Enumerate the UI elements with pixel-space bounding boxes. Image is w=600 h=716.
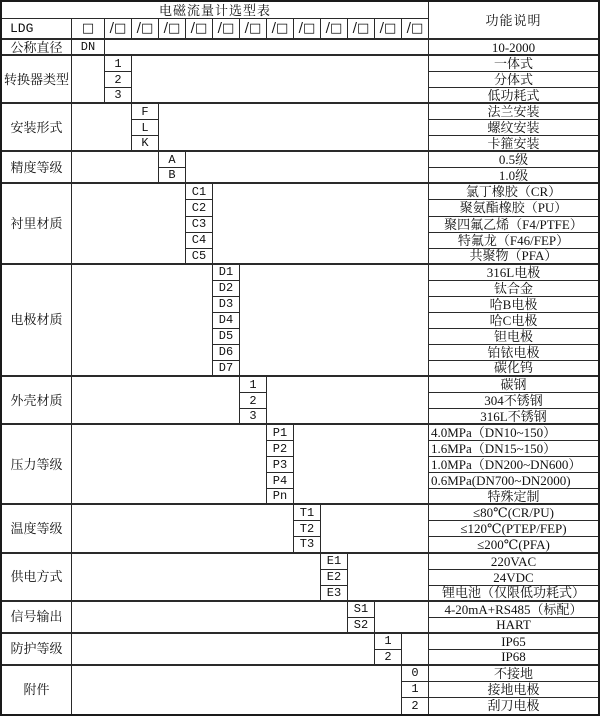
desc-cell: 特氟龙（F46/FEP） [429, 233, 598, 249]
filler-right [186, 152, 429, 184]
desc-cell: 接地电极 [429, 682, 598, 698]
group-label: 信号输出 [2, 602, 72, 634]
model-code-slot: /□ [213, 19, 240, 40]
filler-right [267, 377, 429, 425]
filler-left [72, 377, 240, 425]
group-label: 转换器类型 [2, 56, 72, 104]
desc-cell: 不接地 [429, 666, 598, 682]
group-label: 公称直径 [2, 40, 72, 56]
code-cell: 2 [375, 650, 402, 666]
code-cell: S2 [348, 618, 375, 634]
code-cell: 1 [105, 56, 132, 72]
code-cell: 1 [375, 634, 402, 650]
table-title: 电磁流量计选型表 [2, 2, 429, 19]
group-label: 防护等级 [2, 634, 72, 666]
group-label: 供电方式 [2, 554, 72, 602]
filler-left [72, 56, 105, 104]
function-header: 功能说明 [429, 2, 598, 40]
code-cell: E1 [321, 554, 348, 570]
desc-cell: 钛合金 [429, 281, 598, 297]
filler-right [240, 265, 429, 377]
code-cell: D2 [213, 281, 240, 297]
desc-cell: 卡箍安装 [429, 136, 598, 152]
code-cell: D4 [213, 313, 240, 329]
desc-cell: 哈B电极 [429, 297, 598, 313]
code-cell: K [132, 136, 159, 152]
group-label: 外壳材质 [2, 377, 72, 425]
code-cell: L [132, 120, 159, 136]
desc-cell: 锂电池（仅限低功耗式） [429, 586, 598, 602]
selection-table-grid [2, 2, 598, 714]
code-cell: E2 [321, 570, 348, 586]
filler-right [159, 104, 429, 152]
filler-left [72, 602, 348, 634]
filler-right [375, 602, 429, 634]
code-cell: D5 [213, 329, 240, 345]
filler-left [72, 265, 213, 377]
group-label: 附件 [2, 666, 72, 714]
model-code-slot: /□ [105, 19, 132, 40]
desc-cell: 共聚物（PFA） [429, 249, 598, 265]
code-cell: E3 [321, 586, 348, 602]
model-code-slot: /□ [294, 19, 321, 40]
code-cell: C4 [186, 233, 213, 249]
code-cell: 1 [402, 682, 429, 698]
filler-left [72, 104, 132, 152]
desc-cell: ≤200℃(PFA) [429, 537, 598, 553]
code-cell: D7 [213, 361, 240, 377]
model-code-slot: /□ [321, 19, 348, 40]
code-cell: 3 [105, 88, 132, 104]
desc-cell: IP68 [429, 650, 598, 666]
code-cell: 2 [105, 72, 132, 88]
code-cell: C2 [186, 200, 213, 216]
desc-cell: 碳钢 [429, 377, 598, 393]
filler-right [294, 425, 429, 505]
model-code-slot: /□ [267, 19, 294, 40]
code-cell: S1 [348, 602, 375, 618]
group-label: 安装形式 [2, 104, 72, 152]
code-cell: 2 [402, 698, 429, 714]
desc-cell: 铂铱电极 [429, 345, 598, 361]
code-cell: A [159, 152, 186, 168]
code-cell: T1 [294, 505, 321, 521]
desc-cell: 特殊定制 [429, 489, 598, 505]
code-cell: P1 [267, 425, 294, 441]
model-code-slot: /□ [159, 19, 186, 40]
desc-cell: 220VAC [429, 554, 598, 570]
desc-cell: 螺纹安装 [429, 120, 598, 136]
model-code-slot: /□ [348, 19, 375, 40]
model-code-box: □ [72, 19, 105, 40]
desc-cell: 低功耗式 [429, 88, 598, 104]
code-cell: T2 [294, 521, 321, 537]
filler-left [72, 505, 294, 553]
filler-right [321, 505, 429, 553]
code-cell: 0 [402, 666, 429, 682]
desc-cell: 分体式 [429, 72, 598, 88]
code-cell: D6 [213, 345, 240, 361]
filler-left [72, 666, 402, 714]
desc-cell: 1.0MPa（DN200~DN600） [429, 457, 598, 473]
desc-cell: 316L不锈钢 [429, 409, 598, 425]
desc-cell: 304不锈钢 [429, 393, 598, 409]
code-cell: 1 [240, 377, 267, 393]
model-code-slot: /□ [186, 19, 213, 40]
model-prefix: LDG [2, 19, 72, 40]
desc-cell: 法兰安装 [429, 104, 598, 120]
desc-cell: 24VDC [429, 570, 598, 586]
filler-left [72, 554, 321, 602]
code-cell: C5 [186, 249, 213, 265]
code-cell: B [159, 168, 186, 184]
code-cell: P4 [267, 473, 294, 489]
desc-cell: 4-20mA+RS485（标配） [429, 602, 598, 618]
code-cell: 2 [240, 393, 267, 409]
filler-left [72, 184, 186, 264]
code-cell: Pn [267, 489, 294, 505]
desc-cell: 刮刀电极 [487, 698, 540, 714]
desc-cell: ≤120℃(PTEP/FEP) [429, 521, 598, 537]
desc-cell: 1.6MPa（DN15~150） [429, 441, 598, 457]
code-cell: D1 [213, 265, 240, 281]
group-label: 压力等级 [2, 425, 72, 505]
code-cell: C1 [186, 184, 213, 200]
filler-right [105, 40, 429, 56]
code-cell: T3 [294, 537, 321, 553]
desc-cell: 钽电极 [429, 329, 598, 345]
code-cell: C3 [186, 217, 213, 233]
code-cell: P2 [267, 441, 294, 457]
filler-left [72, 634, 375, 666]
desc-cell: 一体式 [429, 56, 598, 72]
desc-cell: 聚氨酯橡胶（PU） [429, 200, 598, 216]
filler-right [402, 634, 429, 666]
code-cell: F [132, 104, 159, 120]
model-code-slot: /□ [132, 19, 159, 40]
desc-cell: 4.0MPa（DN10~150） [429, 425, 598, 441]
group-label: 精度等级 [2, 152, 72, 184]
filler-right [213, 184, 429, 264]
group-label: 衬里材质 [2, 184, 72, 264]
desc-cell: 聚四氟乙烯（F4/PTFE） [429, 217, 598, 233]
desc-cell: 哈C电极 [429, 313, 598, 329]
code-cell: DN [72, 40, 105, 56]
group-label: 温度等级 [2, 505, 72, 553]
model-code-slot: /□ [240, 19, 267, 40]
code-cell: P3 [267, 457, 294, 473]
desc-cell: 0.6MPa(DN700~DN2000) [429, 473, 598, 489]
filler-left [72, 425, 267, 505]
desc-cell: ≤80℃(CR/PU) [429, 505, 598, 521]
desc-cell: HART [429, 618, 598, 634]
desc-cell: 碳化钨 [429, 361, 598, 377]
code-cell: 3 [240, 409, 267, 425]
code-cell: D3 [213, 297, 240, 313]
desc-cell: 氯丁橡胶（CR） [429, 184, 598, 200]
model-code-slot: /□ [375, 19, 402, 40]
desc-cell: 316L电极 [429, 265, 598, 281]
filler-left [72, 152, 159, 184]
desc-cell: IP65 [429, 634, 598, 650]
filler-right [348, 554, 429, 602]
group-label: 电极材质 [2, 265, 72, 377]
desc-cell: 10-2000 [429, 40, 598, 56]
model-code-slot: /□ [402, 19, 429, 40]
filler-right [132, 56, 429, 104]
desc-cell: 1.0级 [429, 168, 598, 184]
desc-cell: 0.5级 [429, 152, 598, 168]
